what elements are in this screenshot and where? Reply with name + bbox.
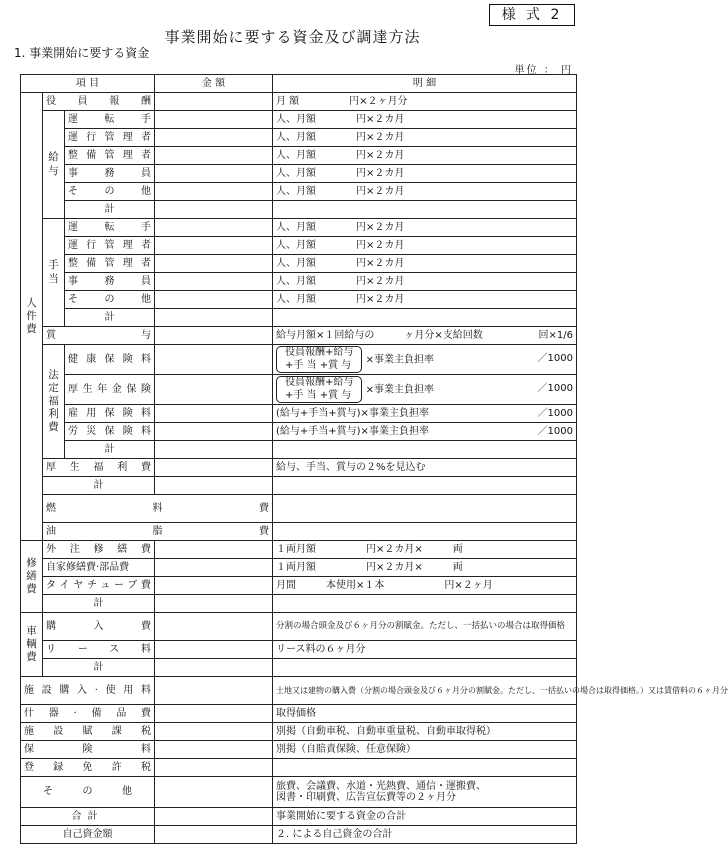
label-fuka: 施設賦課税 — [21, 723, 155, 741]
detail-empty — [273, 595, 577, 613]
detail-person: 人、月額 円×２カ月 — [273, 237, 577, 255]
row-teate-driver — [21, 219, 577, 237]
amount-cell[interactable] — [155, 595, 273, 613]
group-teate: 手当 — [43, 219, 65, 327]
label-koyo: 雇用保険料 — [65, 405, 155, 423]
row-hotei-subtotal — [21, 441, 577, 459]
label-driver: 運転手 — [65, 111, 155, 129]
detail-shoyo — [273, 327, 577, 345]
detail-shoyo-b: 回×1/6 — [538, 329, 573, 341]
label-jimu: 事務員 — [65, 165, 155, 183]
detail-person: 人、月額 円×２カ月 — [273, 273, 577, 291]
label-seibi: 整備管理者 — [65, 147, 155, 165]
detail-empty — [273, 477, 577, 495]
amount-cell[interactable] — [155, 441, 273, 459]
label-tire: タイヤチューブ費 — [43, 577, 155, 595]
row-jiko — [21, 826, 577, 844]
group-shuzen: 修繕費 — [21, 541, 43, 613]
amount-cell[interactable] — [155, 273, 273, 291]
label-subtotal: 計 — [65, 309, 155, 327]
formula-bracket: 役員報酬+給与 +手 当 +賞 与 — [276, 346, 362, 373]
detail-rousai: (給与+手当+賞与)×事業主負担率 ／1000 — [273, 423, 577, 441]
page-title: 事業開始に要する資金及び調達方法 — [164, 28, 421, 46]
group-jinkenhi: 人件費 — [21, 93, 43, 541]
label-subtotal: 計 — [65, 441, 155, 459]
group-hotei: 法定福利費 — [43, 345, 65, 459]
row-teate-unko — [21, 237, 577, 255]
row-kyuyo-seibi — [21, 147, 577, 165]
amount-cell[interactable] — [155, 111, 273, 129]
detail-person: 人、月額 円×２カ月 — [273, 291, 577, 309]
label-unko: 運行管理者 — [65, 129, 155, 147]
row-kyuyo-driver — [21, 111, 577, 129]
detail-yakuin: 月 額 円×２ヶ月分 — [273, 93, 577, 111]
label-yakuin: 役員報酬 — [43, 93, 155, 111]
row-jika — [21, 559, 577, 577]
funding-table — [20, 74, 728, 844]
row-shoyo — [21, 327, 577, 345]
amount-cell[interactable] — [155, 459, 273, 477]
label-kenpo: 健康保険料 — [65, 345, 155, 375]
row-teate-other — [21, 291, 577, 309]
label-subtotal: 計 — [43, 659, 155, 677]
detail-sonota: 旅費、会議費、水道・光熱費、通信・運搬費、 図書・印刷費、広告宣伝費等の２ヶ月分 — [273, 777, 577, 808]
row-jinkenhi-subtotal — [21, 477, 577, 495]
amount-cell[interactable] — [155, 237, 273, 255]
label-kosei: 厚生年金保険 — [65, 375, 155, 405]
detail-kouseifukuri: 給与、手当、賞与の２%を見込む — [273, 459, 577, 477]
label-jimu: 事務員 — [65, 273, 155, 291]
label-seibi: 整備管理者 — [65, 255, 155, 273]
label-jika: 自家修繕費·部品費 — [43, 559, 155, 577]
group-kyuyo: 給与 — [43, 111, 65, 219]
label-subtotal: 計 — [65, 201, 155, 219]
row-teate-subtotal — [21, 309, 577, 327]
detail-person: 人、月額 円×２カ月 — [273, 255, 577, 273]
row-toroku — [21, 759, 577, 777]
row-kyuyo-other — [21, 183, 577, 201]
row-gokei — [21, 808, 577, 826]
label-kouseifukuri: 厚生福利費 — [43, 459, 155, 477]
amount-cell[interactable] — [155, 93, 273, 111]
detail-shisetsu: 土地又は建物の購入費（分割の場合頭金及び６ヶ月分の割賦金。ただし、一括払いの場合は取得価格。）又は賃借料の６ヶ月分 — [273, 677, 577, 705]
label-konyu: 購入費 — [43, 613, 155, 641]
section-heading: 1. 事業開始に要する資金 — [14, 46, 150, 60]
label-juki: 什器·備品費 — [21, 705, 155, 723]
label-subtotal: 計 — [43, 595, 155, 613]
detail-person: 人、月額 円×２カ月 — [273, 165, 577, 183]
label-other: その他 — [65, 291, 155, 309]
row-fuka — [21, 723, 577, 741]
row-gaichu — [21, 541, 577, 559]
row-konyu — [21, 613, 577, 641]
row-sonota — [21, 777, 577, 808]
amount-cell[interactable] — [155, 808, 273, 826]
detail-kosei: 役員報酬+給与 +手 当 +賞 与 ×事業主負担率 ／1000 — [273, 375, 577, 405]
row-kyuyo-subtotal — [21, 201, 577, 219]
header-row — [21, 75, 577, 93]
group-sharyo: 車輌費 — [21, 613, 43, 677]
row-shuzen-subtotal — [21, 595, 577, 613]
row-kenpo — [21, 345, 577, 375]
amount-cell[interactable] — [155, 147, 273, 165]
detail-kenpo: 役員報酬+給与 +手 当 +賞 与 ×事業主負担率 ／1000 — [273, 345, 577, 375]
detail-empty — [273, 201, 577, 219]
label-gokei: 合計 — [21, 808, 155, 826]
row-teate-jimu — [21, 273, 577, 291]
unit-label: 単位 ： 円 — [514, 65, 573, 76]
amount-cell[interactable] — [155, 559, 273, 577]
label-sonota: その他 — [21, 777, 155, 808]
detail-gaichu: １両月額 円×２カ月× 両 — [273, 541, 577, 559]
detail-tire: 月間 本使用×１本 円×２ヶ月 — [273, 577, 577, 595]
detail-person: 人、月額 円×２カ月 — [273, 111, 577, 129]
row-kouseifukuri — [21, 459, 577, 477]
row-yakuin — [21, 93, 577, 111]
detail-shoyo-a: 給与月額×１回給与の ヶ月分×支給回数 — [276, 329, 483, 341]
amount-cell[interactable] — [273, 495, 577, 523]
detail-empty — [273, 759, 577, 777]
detail-empty — [273, 659, 577, 677]
detail-fuka: 別掲（自動車税、自動車重量税、自動車取得税） — [273, 723, 577, 741]
label-lease: リース料 — [43, 641, 155, 659]
label-unko: 運行管理者 — [65, 237, 155, 255]
amount-cell[interactable] — [155, 541, 273, 559]
header-detail: 明 細 — [273, 75, 577, 93]
amount-cell[interactable] — [155, 741, 273, 759]
formula-bracket: 役員報酬+給与 +手 当 +賞 与 — [276, 376, 362, 403]
amount-cell[interactable] — [155, 826, 273, 844]
detail-person: 人、月額 円×２カ月 — [273, 183, 577, 201]
label-shisetsu: 施設購入·使用料 — [21, 677, 155, 705]
detail-lease: リース料の６ヶ月分 — [273, 641, 577, 659]
label-subtotal: 計 — [43, 477, 155, 495]
amount-cell[interactable] — [155, 345, 273, 375]
label-gaichu: 外注修繕費 — [43, 541, 155, 559]
amount-cell[interactable] — [155, 255, 273, 273]
amount-cell[interactable] — [155, 677, 273, 705]
amount-cell[interactable] — [273, 523, 577, 541]
row-koyo — [21, 405, 577, 423]
amount-cell[interactable] — [155, 777, 273, 808]
row-sharyo-subtotal — [21, 659, 577, 677]
label-yushi: 油脂費 — [43, 523, 273, 541]
detail-juki: 取得価格 — [273, 705, 577, 723]
amount-cell[interactable] — [155, 477, 273, 495]
detail-jiko: ２. による自己資金の合計 — [273, 826, 577, 844]
amount-cell[interactable] — [155, 759, 273, 777]
detail-konyu: 分割の場合頭金及び６ヶ月分の割賦金。ただし、一括払いの場合は取得価格 — [273, 613, 577, 641]
label-nenryo: 燃料費 — [43, 495, 273, 523]
amount-cell[interactable] — [155, 641, 273, 659]
label-hoken: 保険料 — [21, 741, 155, 759]
row-juki — [21, 705, 577, 723]
amount-cell[interactable] — [155, 201, 273, 219]
label-rousai: 労災保険料 — [65, 423, 155, 441]
detail-jika: １両月額 円×２カ月× 両 — [273, 559, 577, 577]
detail-person: 人、月額 円×２カ月 — [273, 219, 577, 237]
row-shisetsu — [21, 677, 577, 705]
detail-empty — [273, 309, 577, 327]
row-kosei — [21, 375, 577, 405]
row-nenryo — [21, 495, 577, 523]
header-item: 項 目 — [21, 75, 155, 93]
amount-cell[interactable] — [155, 405, 273, 423]
row-teate-seibi — [21, 255, 577, 273]
row-lease — [21, 641, 577, 659]
detail-person: 人、月額 円×２カ月 — [273, 129, 577, 147]
row-yushi — [21, 523, 577, 541]
row-kyuyo-jimu — [21, 165, 577, 183]
row-hoken — [21, 741, 577, 759]
amount-cell[interactable] — [155, 423, 273, 441]
detail-person: 人、月額 円×２カ月 — [273, 147, 577, 165]
amount-cell[interactable] — [155, 183, 273, 201]
label-shoyo: 賞与 — [43, 327, 155, 345]
row-tire — [21, 577, 577, 595]
label-jiko: 自己資金額 — [21, 826, 155, 844]
detail-koyo: (給与+手当+賞与)×事業主負担率 ／1000 — [273, 405, 577, 423]
amount-cell[interactable] — [155, 129, 273, 147]
detail-hoken: 別掲（自賠責保険、任意保険） — [273, 741, 577, 759]
amount-cell[interactable] — [155, 291, 273, 309]
amount-cell[interactable] — [155, 723, 273, 741]
amount-cell[interactable] — [155, 375, 273, 405]
amount-cell[interactable] — [155, 165, 273, 183]
row-kyuyo-unko — [21, 129, 577, 147]
detail-empty — [273, 441, 577, 459]
amount-cell[interactable] — [155, 327, 273, 345]
amount-cell[interactable] — [155, 309, 273, 327]
amount-cell[interactable] — [155, 219, 273, 237]
label-other: その他 — [65, 183, 155, 201]
header-amount: 金 額 — [155, 75, 273, 93]
amount-cell[interactable] — [155, 613, 273, 641]
amount-cell[interactable] — [155, 577, 273, 595]
amount-cell[interactable] — [155, 705, 273, 723]
amount-cell[interactable] — [155, 659, 273, 677]
row-rousai — [21, 423, 577, 441]
label-toroku: 登録免許税 — [21, 759, 155, 777]
detail-gokei: 事業開始に要する資金の合計 — [273, 808, 577, 826]
label-driver: 運転手 — [65, 219, 155, 237]
form-number: 様 式 2 — [489, 4, 575, 26]
